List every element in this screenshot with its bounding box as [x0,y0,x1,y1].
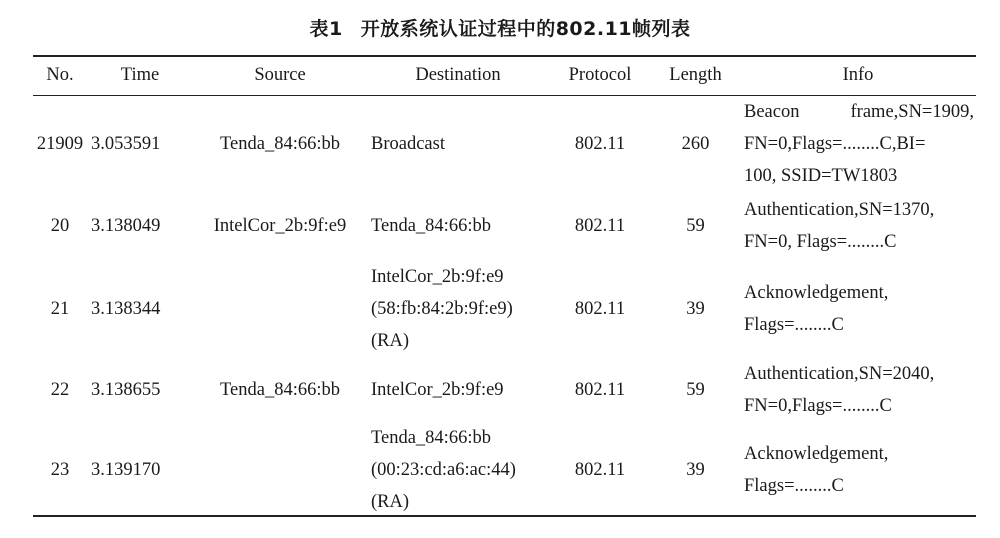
destination-line: Tenda_84:66:bb [371,428,491,448]
info-line: Authentication,SN=2040, [744,364,935,384]
cell-destination [367,358,549,422]
cell-length: 39 [686,298,705,319]
header-info: Info [842,65,874,85]
cell-protocol: 802.11 [574,380,626,400]
cell-destination [367,95,549,193]
cell-info [740,358,976,422]
cell-destination [367,259,549,358]
info-line: FN=0,Flags=........C [744,396,892,416]
cell-no: 22 [50,380,70,400]
cell-source [193,259,367,358]
header-row [33,56,976,95]
header-source: Source [254,65,306,85]
cell-no: 21 [50,298,70,319]
header-length: Length [669,65,722,85]
cell-destination [367,422,549,518]
table-row [33,259,976,358]
info-line: Authentication,SN=1370, [744,200,935,220]
cell-time: 3.138655 [91,380,161,400]
cell-protocol: 802.11 [574,298,626,319]
cell-source: IntelCor_2b:9f:e9 [213,216,347,236]
cell-protocol: 802.11 [574,460,626,480]
cell-protocol: 802.11 [574,216,626,236]
destination-line: Broadcast [371,134,445,154]
destination-line: IntelCor_2b:9f:e9 [371,380,504,400]
cell-time: 3.138344 [91,298,161,319]
table-row [33,95,976,193]
cell-protocol: 802.11 [574,134,626,154]
header-no: No. [46,65,74,85]
info-line: Acknowledgement, [744,282,889,303]
table-number: 表1 [309,18,343,40]
info-line: 100, SSID=TW1803 [744,166,898,186]
cell-source [193,422,367,518]
cell-length: 59 [686,216,705,236]
info-line: Acknowledgement, [744,444,889,464]
cell-no: 23 [50,460,70,480]
info-line: Beacon frame,SN=1909, [744,102,974,122]
header-time: Time [120,65,160,85]
destination-line: (RA) [371,330,410,351]
info-line: Flags=........C [744,476,844,496]
table-caption [0,14,1000,41]
destination-line: (58:fb:84:2b:9f:e9) [371,298,513,319]
info-line: FN=0,Flags=........C,BI= [744,134,926,154]
table-row [33,193,976,259]
cell-no: 21909 [36,134,84,154]
table-row [33,358,976,422]
cell-info [740,259,976,358]
destination-line: (00:23:cd:a6:ac:44) [371,460,516,480]
cell-length: 59 [686,380,705,400]
header-destination: Destination [415,65,501,85]
cell-source: Tenda_84:66:bb [220,134,340,154]
cell-no: 20 [50,216,70,236]
frame-table [33,56,976,518]
destination-line: IntelCor_2b:9f:e9 [371,266,504,287]
cell-info [740,193,976,259]
cell-destination [367,193,549,259]
destination-line: (RA) [371,492,410,512]
info-line: Flags=........C [744,314,844,335]
cell-time: 3.139170 [91,460,161,480]
cell-length: 39 [686,460,705,480]
cell-time: 3.053591 [91,134,161,154]
cell-time: 3.138049 [91,216,161,236]
destination-line: Tenda_84:66:bb [371,216,491,236]
cell-source: Tenda_84:66:bb [220,380,340,400]
cell-length: 260 [681,134,710,154]
table-title: 开放系统认证过程中的802.11帧列表 [360,18,691,40]
header-protocol: Protocol [568,65,632,85]
cell-info [740,95,976,193]
cell-info [740,422,976,518]
table-row [33,422,976,518]
info-line: FN=0, Flags=........C [744,232,897,252]
